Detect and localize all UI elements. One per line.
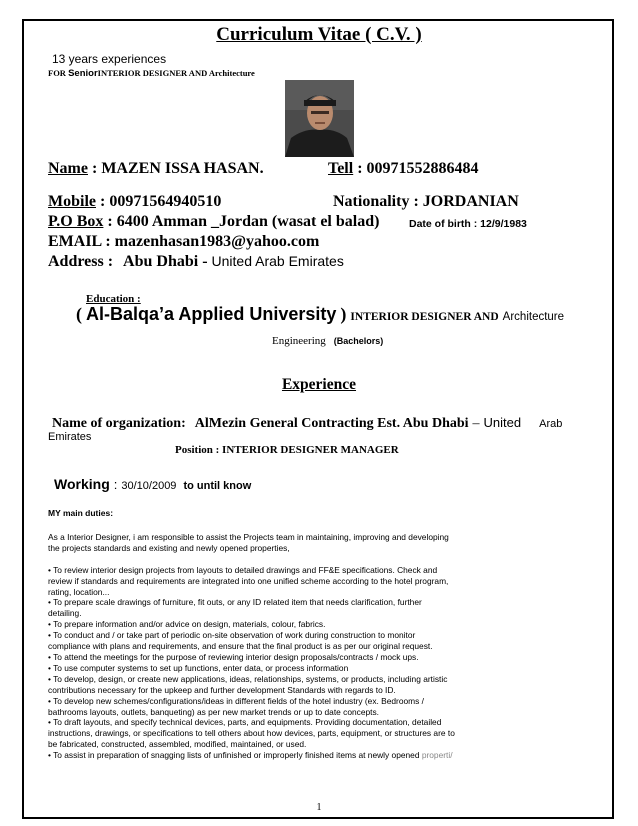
duty-line: • To attend the meetings for the purpose of reviewing interior design proposals/contracts / mock ups.: [48, 651, 419, 662]
duty-line: detailing.: [48, 608, 82, 619]
working-date: 30/10/2009: [121, 480, 177, 492]
duty-line: compliance with plans and requirements, and ensure that the final product is as per our original request.: [48, 641, 433, 652]
duty-line: • To draft layouts, and specify technical devices, parts, and equipments. Providing documentation, detailed: [48, 717, 442, 728]
working-rest: to until know: [183, 480, 252, 492]
duty-line: [48, 554, 608, 565]
duty-line: • To prepare scale drawings of furniture, fit outs, or any ID related item that needs clarification, further: [48, 597, 422, 608]
po-label: P.O Box: [48, 213, 104, 230]
duty-line: • To prepare information and/or advice on design, materials, colour, fabrics.: [48, 619, 326, 630]
working-label: Working: [54, 476, 110, 492]
education-row: [76, 304, 564, 325]
duty-line: • To review interior design projects from layouts to detailed drawings and FF&E specifications. Check and: [48, 564, 438, 575]
experience-years: 13 years experiences: [52, 52, 167, 66]
duty-line: the projects standards and existing and newly opened properties,: [48, 542, 290, 553]
duty-line: instructions, drawings, or specifications to tell others about how devices, parts, equipment, or structures are to: [48, 728, 455, 739]
organization-dash: –: [472, 416, 480, 431]
bachelors-label: (Bachelors): [333, 336, 384, 346]
name-value: : MAZEN ISSA HASAN.: [91, 160, 264, 177]
working-row: [54, 476, 251, 494]
education-label: Education :: [86, 293, 141, 305]
experience-heading: Experience: [281, 376, 357, 393]
duty-last-text: • To assist in preparation of snagging lists of unfinished or improperly finished items at newly opened: [48, 750, 420, 761]
senior-label: Senior: [68, 68, 98, 79]
duty-line-last: [48, 750, 608, 761]
tell-row: [328, 160, 479, 178]
address-label: Address :: [48, 253, 114, 270]
address-city: Abu Dhabi -: [123, 253, 208, 270]
organization-arab: Arab: [539, 418, 563, 430]
portrait-image: [285, 80, 354, 157]
position: Position : INTERIOR DESIGNER MANAGER: [175, 444, 399, 456]
duty-line: rating, location...: [48, 586, 110, 597]
tell-label: Tell: [328, 160, 354, 177]
mobile-value: : 00971564940510: [100, 193, 222, 210]
mobile-row: [48, 193, 221, 211]
degree-bold: INTERIOR DESIGNER AND: [350, 311, 499, 323]
tell-value: : 00971552886484: [357, 160, 479, 177]
page-number: 1: [316, 802, 322, 813]
for-label: FOR: [48, 68, 66, 78]
duty-line: bathrooms layouts, outlets, banqueting) as per new market trends or up to date concepts.: [48, 706, 380, 717]
address-row: [48, 253, 344, 271]
duties-list: [48, 532, 608, 761]
duty-line: • To develop new schemes/configurations/ideas in different fields of the hotel industry (ex. Bedrooms /: [48, 695, 424, 706]
duty-line: • To conduct and / or take part of periodic on-site observation of work during construction to monitor: [48, 630, 416, 641]
address-country: United Arab Emirates: [211, 253, 344, 269]
po-value: : 6400 Amman _Jordan (wasat el balad): [107, 213, 380, 230]
degree-line-2: [272, 331, 383, 349]
cv-title: Curriculum Vitae ( C.V. ): [216, 24, 422, 45]
duty-line: contributions necessary for the upkeep and further development Standards with regards to ID.: [48, 684, 396, 695]
duty-line: • To develop, design, or create new applications, ideas, relationships, systems, or products, including artistic: [48, 673, 448, 684]
po-box-row: [48, 213, 379, 231]
degree-rest: Architecture: [502, 311, 565, 323]
nationality: Nationality : JORDANIAN: [333, 193, 519, 210]
university-name: Al-Balqa’a Applied University: [86, 304, 337, 324]
paren-open: (: [76, 304, 82, 324]
for-rest: INTERIOR DESIGNER AND Architecture: [97, 68, 255, 78]
profile-photo: [285, 80, 354, 157]
date-of-birth: Date of birth : 12/9/1983: [409, 218, 527, 230]
organization-united: United: [483, 415, 522, 430]
duty-line: As a Interior Designer, i am responsible to assist the Projects team in maintaining, improving and developing: [48, 532, 449, 542]
duty-line: be fabricated, constructed, assembled, modified, maintained, or used.: [48, 739, 307, 750]
duties-label: MY main duties:: [48, 508, 114, 518]
duty-line: • To use computer systems to set up functions, enter data, or process information: [48, 662, 349, 673]
duty-line: review if standards and requirements are integrated into one unified scheme according to the hotel program,: [48, 575, 449, 586]
for-line: [48, 68, 255, 79]
organization-label: Name of organization:: [52, 416, 186, 431]
mobile-label: Mobile: [48, 193, 96, 210]
organization-value: AlMezin General Contracting Est. Abu Dhabi: [194, 416, 469, 431]
email: EMAIL : mazenhasan1983@yahoo.com: [48, 233, 320, 250]
organization-emirates: Emirates: [48, 431, 92, 443]
organization-row: [52, 414, 562, 432]
engineering-label: Engineering: [272, 335, 326, 347]
working-colon: :: [113, 477, 118, 492]
duty-last-tail: properti/: [421, 750, 453, 761]
paren-close: ): [340, 304, 347, 324]
name-label: Name: [48, 160, 88, 177]
name-row: [48, 160, 264, 178]
